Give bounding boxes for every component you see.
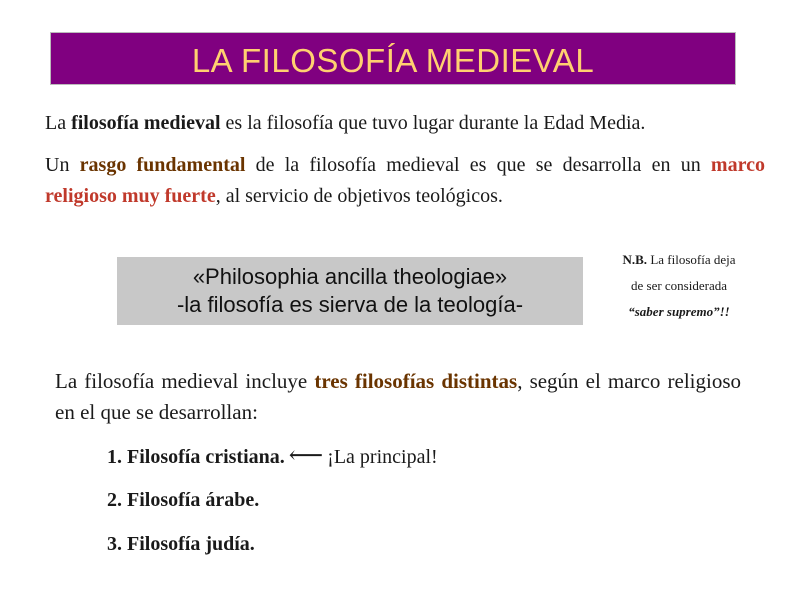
trait-red-term: marco religioso muy fuerte [45,154,765,207]
nb-line-1-rest: La filosofía deja [647,252,736,267]
list-item-label: 3. Filosofía judía. [107,533,255,555]
includes-accent-term: tres filosofías distintas [314,369,518,393]
quote-latin: «Philosophia ancilla theologiae» [192,264,508,289]
intro-paragraph [45,108,765,139]
title-banner [50,32,736,85]
nb-line-1 [612,247,746,273]
intro-bold-term: filosofía medieval [71,112,221,134]
list-item-label: 1. Filosofía cristiana. [107,446,285,468]
intro-text-end: es la filosofía que tuvo lugar durante la Edad Media. [220,112,646,134]
nb-line-2: de ser considerada [630,278,727,293]
nb-prefix: N.B. [622,252,648,267]
quote-box [117,257,583,325]
nb-note [612,247,746,325]
trait-text-start: Un [45,154,80,176]
includes-text-start: La filosofía medieval incluye [55,369,315,393]
trait-accent-term: rasgo fundamental [79,154,246,176]
intro-text-start: La [45,112,72,134]
left-arrow-icon: ⟵ [288,443,324,469]
page-title: LA FILOSOFÍA MEDIEVAL [191,41,595,79]
list-item [107,438,438,482]
nb-line-3: “saber supremo”!! [628,304,730,319]
trait-paragraph [45,150,765,212]
includes-text-end: , según el marco religioso en el que se desarrollan: [55,369,741,424]
includes-paragraph [55,366,741,428]
list-item-note: ¡La principal! [327,446,438,468]
list-item [107,526,438,570]
trait-text-middle: de la filosofía medieval es que se desarrolla en un [245,154,711,176]
quote-translation: -la filosofía es sierva de la teología- [176,292,524,317]
trait-text-end: , al servicio de objetivos teológicos. [215,185,503,207]
philosophies-list [107,438,438,570]
list-item [107,482,438,526]
list-item-label: 2. Filosofía árabe. [107,489,260,511]
